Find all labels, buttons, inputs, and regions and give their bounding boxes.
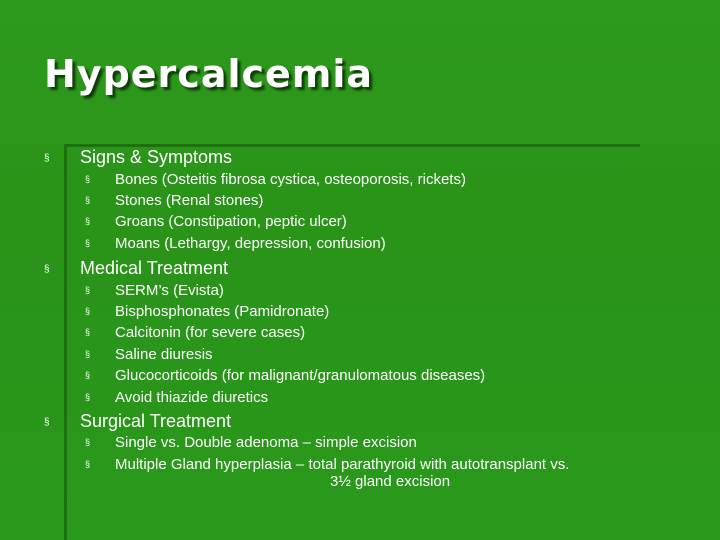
list-item-text: Multiple Gland hyperplasia – total parathyroid with autotransplant vs. bbox=[115, 456, 570, 473]
list-item-continuation: 3½ gland excision bbox=[330, 473, 451, 490]
bullet-icon: § bbox=[85, 285, 91, 295]
list-item bbox=[85, 322, 305, 343]
section-heading: Surgical Treatment bbox=[80, 411, 232, 431]
bullet-icon: § bbox=[44, 153, 50, 164]
list-item bbox=[85, 432, 417, 453]
list-item-text: Single vs. Double adenoma – simple excision bbox=[115, 434, 417, 451]
list-item-text: Glucocorticoids (for malignant/granulomatous diseases) bbox=[115, 367, 486, 384]
list-item-text: Avoid thiazide diuretics bbox=[115, 389, 269, 406]
list-item bbox=[85, 211, 347, 232]
list-item-text: SERM’s (Evista) bbox=[115, 282, 224, 299]
list-item bbox=[85, 190, 263, 211]
bullet-icon: § bbox=[85, 306, 91, 316]
list-item-text: Saline diuresis bbox=[115, 346, 213, 363]
list-item-text: Moans (Lethargy, depression, confusion) bbox=[115, 235, 386, 252]
list-item bbox=[85, 169, 466, 190]
list-item-text: Groans (Constipation, peptic ulcer) bbox=[115, 213, 347, 230]
bullet-icon: § bbox=[85, 437, 91, 447]
bullet-icon: § bbox=[85, 216, 91, 226]
bullet-icon: § bbox=[85, 370, 91, 380]
list-item bbox=[85, 280, 224, 301]
bullet-icon: § bbox=[44, 417, 50, 428]
bullet-icon: § bbox=[85, 238, 91, 248]
section-heading: Medical Treatment bbox=[80, 258, 229, 278]
bullet-icon: § bbox=[85, 459, 91, 469]
list-item bbox=[85, 365, 485, 386]
list-item-text: Bones (Osteitis fibrosa cystica, osteoporosis, rickets) bbox=[115, 171, 466, 188]
section-surgical-treatment bbox=[44, 410, 231, 434]
bullet-icon: § bbox=[44, 264, 50, 275]
list-item bbox=[85, 233, 386, 254]
list-item bbox=[85, 301, 329, 322]
list-item bbox=[85, 387, 268, 408]
slide-title: Hypercalcemia bbox=[44, 52, 374, 96]
list-item-text: Calcitonin (for severe cases) bbox=[115, 324, 306, 341]
section-signs-symptoms bbox=[44, 146, 232, 170]
section-medical-treatment bbox=[44, 257, 228, 281]
list-item bbox=[85, 344, 213, 365]
left-vertical-line bbox=[64, 144, 67, 540]
bullet-icon: § bbox=[85, 327, 91, 337]
list-item-text: Bisphosphonates (Pamidronate) bbox=[115, 303, 330, 320]
bullet-icon: § bbox=[85, 349, 91, 359]
bullet-icon: § bbox=[85, 392, 91, 402]
bullet-icon: § bbox=[85, 174, 91, 184]
bullet-icon: § bbox=[85, 195, 91, 205]
section-heading: Signs & Symptoms bbox=[80, 147, 233, 167]
list-item-text: Stones (Renal stones) bbox=[115, 192, 264, 209]
list-item bbox=[85, 454, 569, 475]
